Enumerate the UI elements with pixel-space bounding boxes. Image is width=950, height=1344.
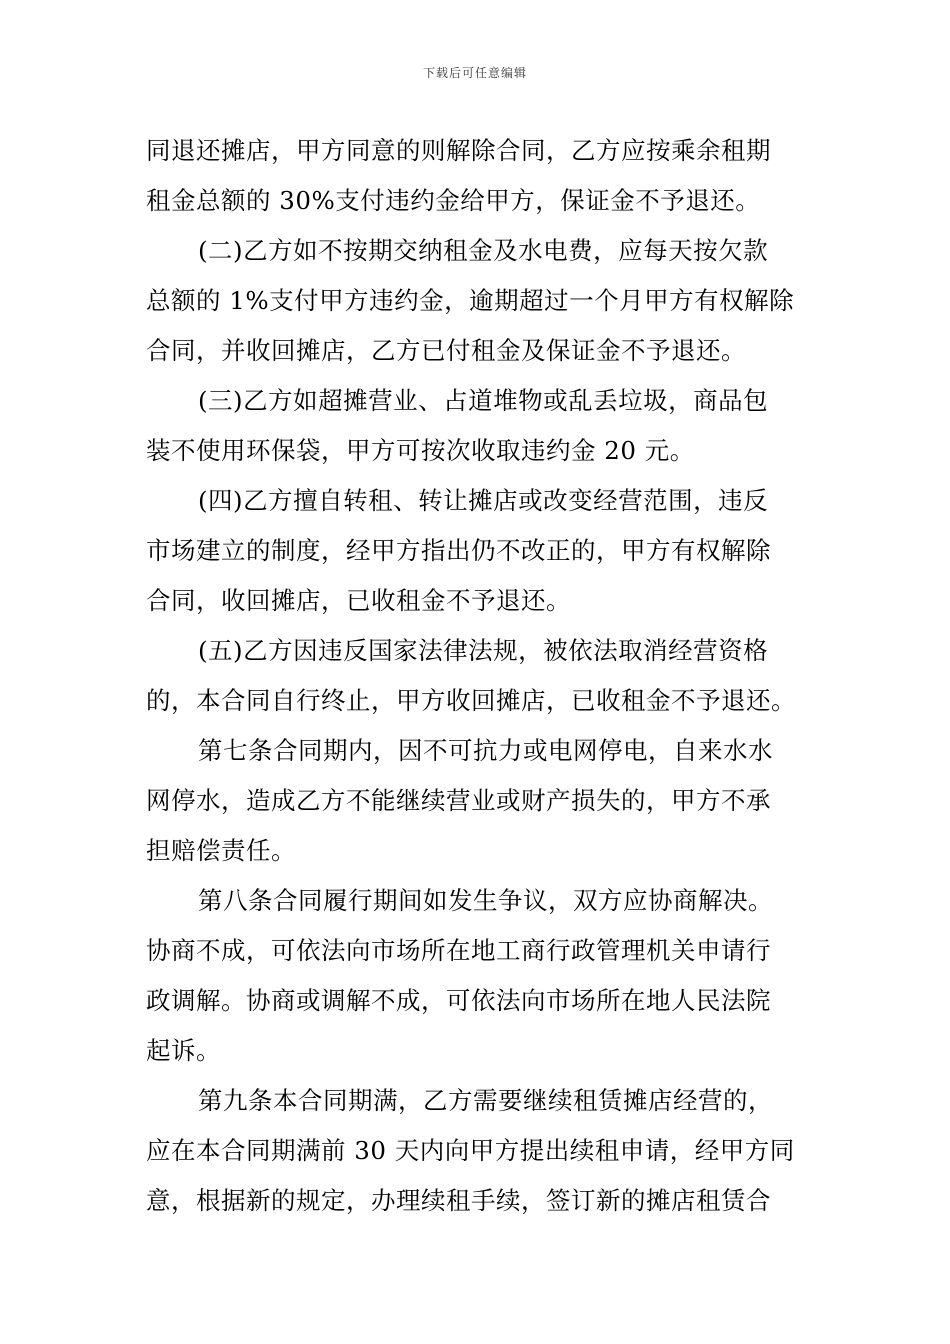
text-line: 协商不成，可依法向市场所在地工商行政管理机关申请行 xyxy=(146,936,771,965)
text-line: 应在本合同期满前 30 天内向甲方提出续租申请，经甲方同 xyxy=(146,1136,795,1165)
text-line: (四)乙方擅自转租、转让摊店或改变经营范围，违反 xyxy=(198,486,769,515)
text-line: 合同，并收回摊店，乙方已付租金及保证金不予退还。 xyxy=(146,336,746,365)
text-line: 意，根据新的规定，办理续租手续，签订新的摊店租赁合 xyxy=(146,1186,771,1215)
text-line: 网停水，造成乙方不能继续营业或财产损失的，甲方不承 xyxy=(146,786,771,815)
text-line: (三)乙方如超摊营业、占道堆物或乱丢垃圾，商品包 xyxy=(198,386,769,415)
text-line: 装不使用环保袋，甲方可按次收取违约金 20 元。 xyxy=(146,436,695,465)
text-line: 同退还摊店，甲方同意的则解除合同，乙方应按乘余租期 xyxy=(146,136,771,165)
text-line: 市场建立的制度，经甲方指出仍不改正的，甲方有权解除 xyxy=(146,536,771,565)
text-line: 第八条合同履行期间如发生争议，双方应协商解决。 xyxy=(198,886,773,915)
text-line: 租金总额的 30%支付违约金给甲方，保证金不予退还。 xyxy=(146,186,761,215)
text-line: 合同，收回摊店，已收租金不予退还。 xyxy=(146,586,571,615)
page-header: 下载后可任意编辑 xyxy=(422,66,527,80)
text-line: (五)乙方因违反国家法律法规，被依法取消经营资格 xyxy=(198,636,769,665)
text-line: 政调解。协商或调解不成，可依法向市场所在地人民法院 xyxy=(146,986,771,1015)
text-line: 第九条本合同期满，乙方需要继续租赁摊店经营的， xyxy=(198,1086,773,1115)
text-line: 的，本合同自行终止，甲方收回摊店，已收租金不予退还。 xyxy=(146,686,796,715)
text-line: 起诉。 xyxy=(146,1036,221,1065)
text-line: 第七条合同期内，因不可抗力或电网停电，自来水水 xyxy=(198,736,773,765)
document-body xyxy=(146,126,810,1226)
text-line: 担赔偿责任。 xyxy=(146,836,296,865)
text-line: (二)乙方如不按期交纳租金及水电费，应每天按欠款 xyxy=(198,236,769,265)
text-line: 总额的 1%支付甲方违约金，逾期超过一个月甲方有权解除 xyxy=(146,286,795,315)
